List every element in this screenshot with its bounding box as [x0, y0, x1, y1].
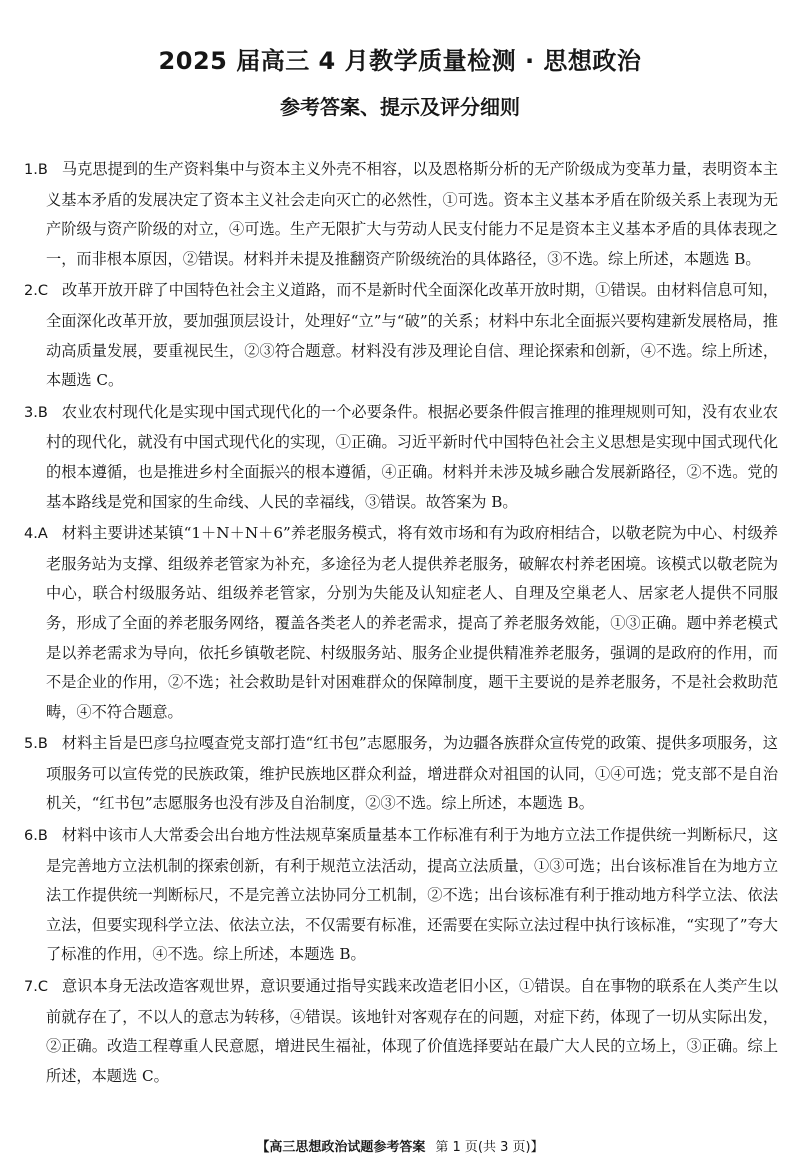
answer-number: 4.A [24, 526, 48, 543]
answer-item-1 [24, 155, 778, 274]
answer-number: 5.B [24, 736, 48, 753]
answer-explanation: 材料主要讲述某镇“1＋N＋N＋6”养老服务模式，将有效市场和有为政府相结合，以敬老院为中心、村级养老服务站为支撑、组级养老管家为补充，多途径为老人提供养老服务，破解农村养老困境。该模式以敬老院为中心，联合村级服务站、组级养老管家，分别为失能及认知症老人、自理及空巢老人、居家老人提供不同服务，形成了全面的养老服务网络，覆盖各类老人的养老需求，提高了养老服务效能，①③正确。题中养老模式是以养老需求为导向，依托乡镇敬老院、村级服务站、服务企业提供精准养老服务，强调的是政府的作用，而不是企业的作用，②不选；社会救助是针对困难群众的保障制度，题干主要说的是养老服务，不是社会救助范畴，④不符合题意。 [46, 524, 778, 721]
answer-number: 3.B [24, 404, 48, 421]
page-footer [0, 1138, 800, 1158]
answer-item-2 [24, 276, 778, 395]
answer-item-4 [24, 519, 778, 727]
answer-item-3 [24, 398, 778, 517]
answer-explanation: 意识本身无法改造客观世界，意识要通过指导实践来改造老旧小区，①错误。自在事物的联系在人类产生以前就存在了，不以人的意志为转移，④错误。该地针对客观存在的问题，对症下药，体现了一切从实际出发，②正确。改造工程尊重人民意愿，增进民生福祉，体现了价值选择要站在最广大人民的立场上，③正确。综上所述，本题选 C。 [46, 977, 778, 1085]
page-title: 2025 届高三 4 月教学质量检测 · 思想政治 [158, 47, 642, 75]
answer-item-6 [24, 821, 778, 970]
answer-number: 1.B [24, 162, 48, 178]
answer-number: 6.B [24, 828, 48, 845]
answer-explanation: 农业农村现代化是实现中国式现代化的一个必要条件。根据必要条件假言推理的推理规则可知，没有农业农村的现代化，就没有中国式现代化的实现，①正确。习近平新时代中国特色社会主义思想是实现中国式现代化的根本遵循，也是推进乡村全面振兴的根本遵循，④正确。材料并未涉及城乡融合发展新路径，②不选。党的基本路线是党和国家的生命线、人民的幸福线，③错误。故答案为 B。 [46, 402, 778, 511]
page-subtitle: 参考答案、提示及评分细则 [280, 95, 520, 119]
answer-item-5 [24, 729, 778, 819]
footer-page-number: 第 1 页(共 3 页)】 [435, 1140, 544, 1155]
answer-explanation: 马克思提到的生产资料集中与资本主义外壳不相容，以及恩格斯分析的无产阶级成为变革力量，表明资本主义基本矛盾的发展决定了资本主义社会走向灭亡的必然性，①可选。资本主义基本矛盾在阶级关系上表现为无产阶级与资产阶级的对立，④可选。生产无限扩大与劳动人民支付能力不足是资本主义基本矛盾的具体表现之一，而非根本原因，②错误。材料并未提及推翻资产阶级统治的具体路径，③不选。综上所述，本题选 B。 [46, 160, 778, 268]
answer-explanation: 改革开放开辟了中国特色社会主义道路，而不是新时代全面深化改革开放时期，①错误。由材料信息可知，全面深化改革开放，要加强顶层设计，处理好“立”与“破”的关系；材料中东北全面振兴要构建新发展格局，推动高质量发展，要重视民生，②③符合题意。材料没有涉及理论自信、理论探索和创新，④不选。综上所述，本题选 C。 [46, 281, 778, 390]
answer-explanation: 材料中该市人大常委会出台地方性法规草案质量基本工作标准有利于为地方立法工作提供统一判断标尺，这是完善地方立法机制的探索创新，有利于规范立法活动，提高立法质量，①③可选；出台该标准旨在为地方立法工作提供统一判断标尺，不是完善立法协同分工机制，②不选；出台该标准有利于推动地方科学立法、依法立法，但要实现科学立法、依法立法，不仅需要有标准，还需要在实际立法过程中执行该标准，“实现了”夸大了标准的作用，④不选。综上所述，本题选 B。 [46, 826, 778, 964]
answer-number: 7.C [24, 979, 48, 996]
answer-number: 2.C [24, 283, 48, 300]
footer-label: 【高三思想政治试题参考答案 [256, 1140, 426, 1155]
answer-item-7 [24, 972, 778, 1091]
answer-explanation: 材料主旨是巴彦乌拉嘎查党支部打造“红书包”志愿服务，为边疆各族群众宣传党的政策、提供多项服务，这项服务可以宣传党的民族政策，维护民族地区群众利益，增进群众对祖国的认同，①④可选；党支部不是自治机关，“红书包”志愿服务也没有涉及自治制度，②③不选。综上所述，本题选 B。 [46, 734, 778, 813]
answer-list [24, 155, 778, 1093]
